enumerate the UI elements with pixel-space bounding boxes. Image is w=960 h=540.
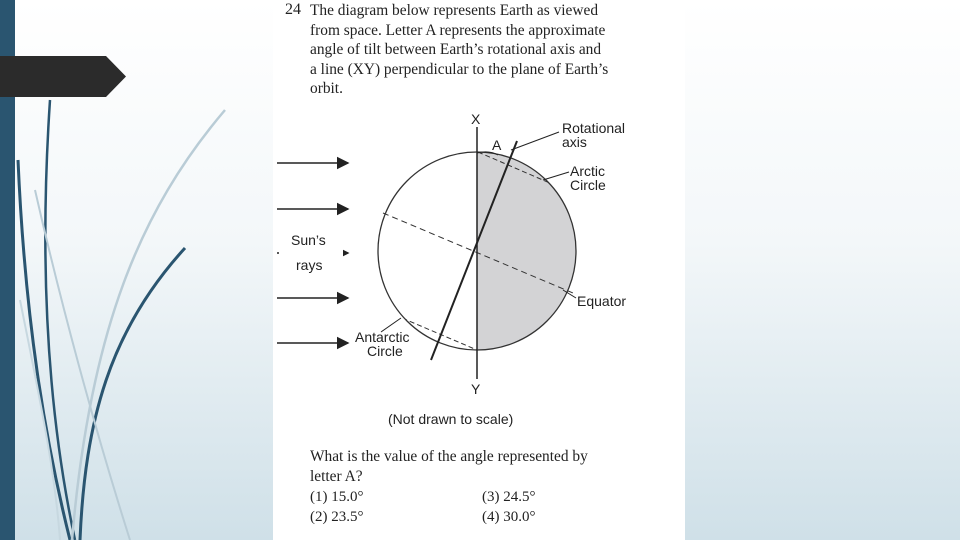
arctic-circle-label: Circle — [570, 177, 606, 193]
question-line: angle of tilt between Earth’s rotational axis and — [310, 41, 602, 58]
label-x: X — [471, 111, 481, 127]
antarctic-circle-label: Antarctic — [355, 329, 410, 345]
question-text — [310, 1, 645, 99]
choice-3[interactable]: (3) 24.5° — [482, 489, 536, 505]
question-line: a line (XY) perpendicular to the plane of Earth’s — [310, 60, 609, 78]
prompt-line: What is the value of the angle represented by — [310, 448, 588, 465]
choice-1[interactable]: (1) 15.0° — [310, 489, 364, 505]
label-y: Y — [471, 381, 481, 397]
prompt-line: letter A? — [310, 467, 363, 485]
question-line: The diagram below represents Earth as viewed — [310, 2, 599, 19]
arrow-tab — [0, 56, 126, 97]
question-slide — [273, 0, 685, 540]
rotational-axis-label: Rotational — [562, 120, 626, 136]
prompt-text — [310, 447, 640, 486]
question-number: 24 — [285, 1, 301, 18]
choice-4[interactable]: (4) 30.0° — [482, 509, 536, 525]
question-line: orbit. — [310, 80, 343, 97]
equator-label: Equator — [577, 293, 627, 309]
arctic-circle-leader — [543, 172, 569, 180]
suns-rays-label: rays — [296, 257, 323, 273]
choice-2[interactable]: (2) 23.5° — [310, 509, 364, 525]
earth-tilt-diagram — [273, 100, 685, 435]
not-to-scale-note: (Not drawn to scale) — [388, 411, 514, 427]
label-a: A — [492, 137, 502, 153]
arctic-circle-label: Arctic — [570, 163, 605, 179]
rotational-axis-label: axis — [562, 134, 587, 150]
suns-rays-label: Sun’s — [291, 232, 326, 248]
question-line: from space. Letter A represents the approximate — [310, 21, 606, 39]
antarctic-circle-label: Circle — [367, 343, 403, 359]
rotational-axis-leader — [511, 132, 559, 150]
